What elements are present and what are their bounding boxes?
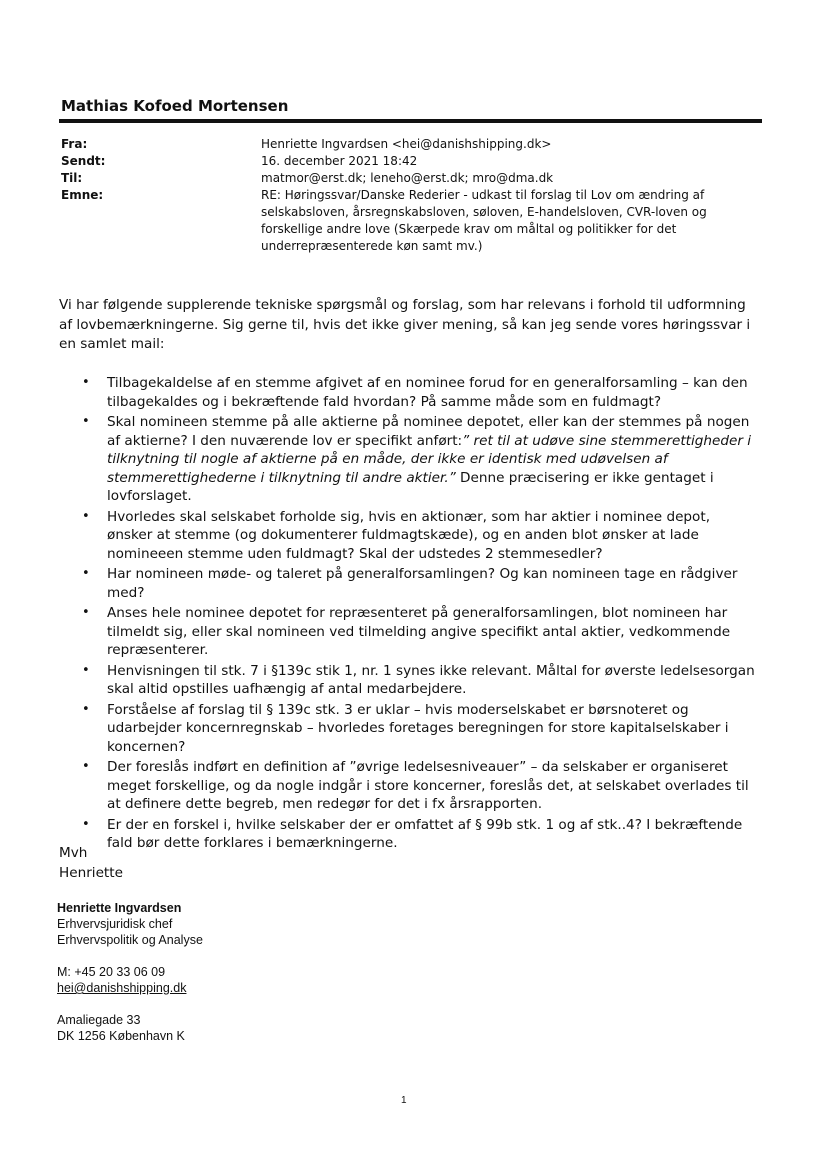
- signature-street: Amaliegade 33: [57, 1013, 141, 1027]
- signature-phone: M: +45 20 33 06 09: [57, 965, 166, 979]
- list-item: [82, 508, 758, 564]
- bullet-icon: •: [82, 566, 90, 581]
- signature-title: Erhvervsjuridisk chef: [57, 917, 173, 931]
- list-item-text: Tilbagekaldelse af en stemme afgivet af en nominee forud for en generalforsamling – kan den tilbagekaldes og i bekræftende fald hvordan? På samme måde som en fuldmagt?: [107, 375, 748, 410]
- email-header: [61, 136, 761, 255]
- list-item-text: Hvorledes skal selskabet forholde sig, hvis en aktionær, som har aktier i nominee depot, ønsker at stemme (og dokumenterer fuldmagtskæde), og en anden blot ønsker at lade nomineeen stemme uden fuldmagt? Skal der udstedes 2 stemmesedler?: [107, 508, 711, 562]
- bullet-icon: •: [82, 701, 90, 717]
- sent-value: 16. december 2021 18:42: [261, 154, 418, 168]
- signature-name: Henriette Ingvardsen: [57, 901, 182, 915]
- list-item-text: Er der en forskel i, hvilke selskaber der er omfattet af § 99b stk. 1 og af stk..4? I bekræftende fald bør dette forklares i bemærkningerne.: [107, 816, 743, 851]
- list-item-text: Anses hele nominee depotet for repræsenteret på generalforsamlingen, blot nomineen har tilmeldt sig, eller skal nomineen ved tilmelding angive specifikt antal aktier, vedkommende repræsenterer.: [107, 605, 731, 658]
- to-label: Til:: [61, 171, 83, 185]
- closing-greeting: Mvh: [59, 845, 88, 861]
- from-value: Henriette Ingvardsen <hei@danishshipping.dk>: [261, 137, 552, 151]
- law-quote: ” ret til at udøve sine stemmerettigheder i tilknytning til nogle af aktierne på en måde, der ikke er identisk med udøvelsen af stemmerettighederne i tilknytning til andre aktier.”: [107, 432, 752, 486]
- header-divider: [59, 119, 762, 123]
- list-item-text: Forståelse af forslag til § 139c stk. 3 er uklar – hvis moderselskabet er børsnoteret og udarbejder koncernregnskab – hvorledes foretages beregningen for store kapitalselskaber i koncernen?: [107, 701, 729, 755]
- list-item: [82, 701, 758, 757]
- sent-row: [61, 153, 761, 170]
- bullet-icon: •: [82, 816, 90, 832]
- list-item: [82, 758, 758, 814]
- to-value: matmor@erst.dk; leneho@erst.dk; mro@dma.dk: [261, 171, 554, 185]
- closing-first-name: Henriette: [59, 864, 123, 881]
- subject-value: RE: Høringssvar/Danske Rederier - udkast til forslag til Lov om ændring af selskabsloven, årsregnskabsloven, søloven, E-handelsloven, CVR-loven og forskellige andre love (Skærpede krav om måltal og politikker for det underrepræsenterede køn samt mv.): [261, 188, 707, 253]
- signature-department: Erhvervspolitik og Analyse: [57, 933, 203, 947]
- sender-name-heading: Mathias Kofoed Mortensen: [61, 97, 289, 115]
- list-item: [82, 374, 758, 411]
- list-item-text: Skal nomineen stemme på alle aktierne på nominee depotet, eller kan der stemmes på nogen af aktierne? I den nuværende lov er specifikt anført:: [107, 414, 750, 449]
- from-label: Fra:: [61, 137, 88, 151]
- list-item-text: Har nomineen møde- og taleret på generalforsamlingen? Og kan nomineen tage en rådgiver med?: [107, 566, 738, 601]
- sent-label: Sendt:: [61, 154, 106, 168]
- question-list: [82, 374, 758, 855]
- signature-spacer: [57, 996, 203, 1012]
- signature-spacer: [57, 948, 203, 964]
- subject-label: Emne:: [61, 188, 104, 202]
- to-row: [61, 170, 761, 187]
- email-signature: [57, 900, 203, 1044]
- list-item: [82, 413, 758, 506]
- from-row: [61, 136, 761, 153]
- list-item-text: Denne præcisering er ikke gentaget i lovforslaget.: [107, 469, 714, 504]
- bullet-icon: •: [82, 759, 90, 774]
- list-item-text: Der foreslås indført en definition af ”øvrige ledelsesniveauer” – da selskaber er organiseret meget forskellige, og da nogle indgår i store koncerner, foreslås det, at selskabet overlades til at definere dette begreb, men redegør for det i fx årsrapporten.: [107, 759, 749, 812]
- bullet-icon: •: [82, 662, 90, 678]
- page-number: 1: [401, 1095, 407, 1106]
- signature-email-link[interactable]: hei@danishshipping.dk: [57, 981, 187, 995]
- list-item: [82, 662, 758, 699]
- signature-city: DK 1256 København K: [57, 1029, 185, 1043]
- intro-paragraph: Vi har følgende supplerende tekniske spørgsmål og forslag, som har relevans i forhold til udformning af lovbemærkningerne. Sig gerne til, hvis det ikke giver mening, så kan jeg sende vores høringssvar i en samlet mail:: [59, 297, 751, 352]
- bullet-icon: •: [82, 414, 90, 429]
- bullet-icon: •: [82, 605, 90, 620]
- bullet-icon: •: [82, 508, 90, 524]
- list-item-text: Henvisningen til stk. 7 i §139c stik 1, nr. 1 synes ikke relevant. Måltal for øverste ledelsesorgan skal altid opstilles uafhængig af antal medarbejdere.: [107, 662, 755, 697]
- list-item: [82, 565, 758, 602]
- subject-row: [61, 187, 761, 255]
- list-item: [82, 816, 758, 853]
- bullet-icon: •: [82, 375, 90, 390]
- list-item: [82, 604, 758, 660]
- closing: [59, 844, 123, 883]
